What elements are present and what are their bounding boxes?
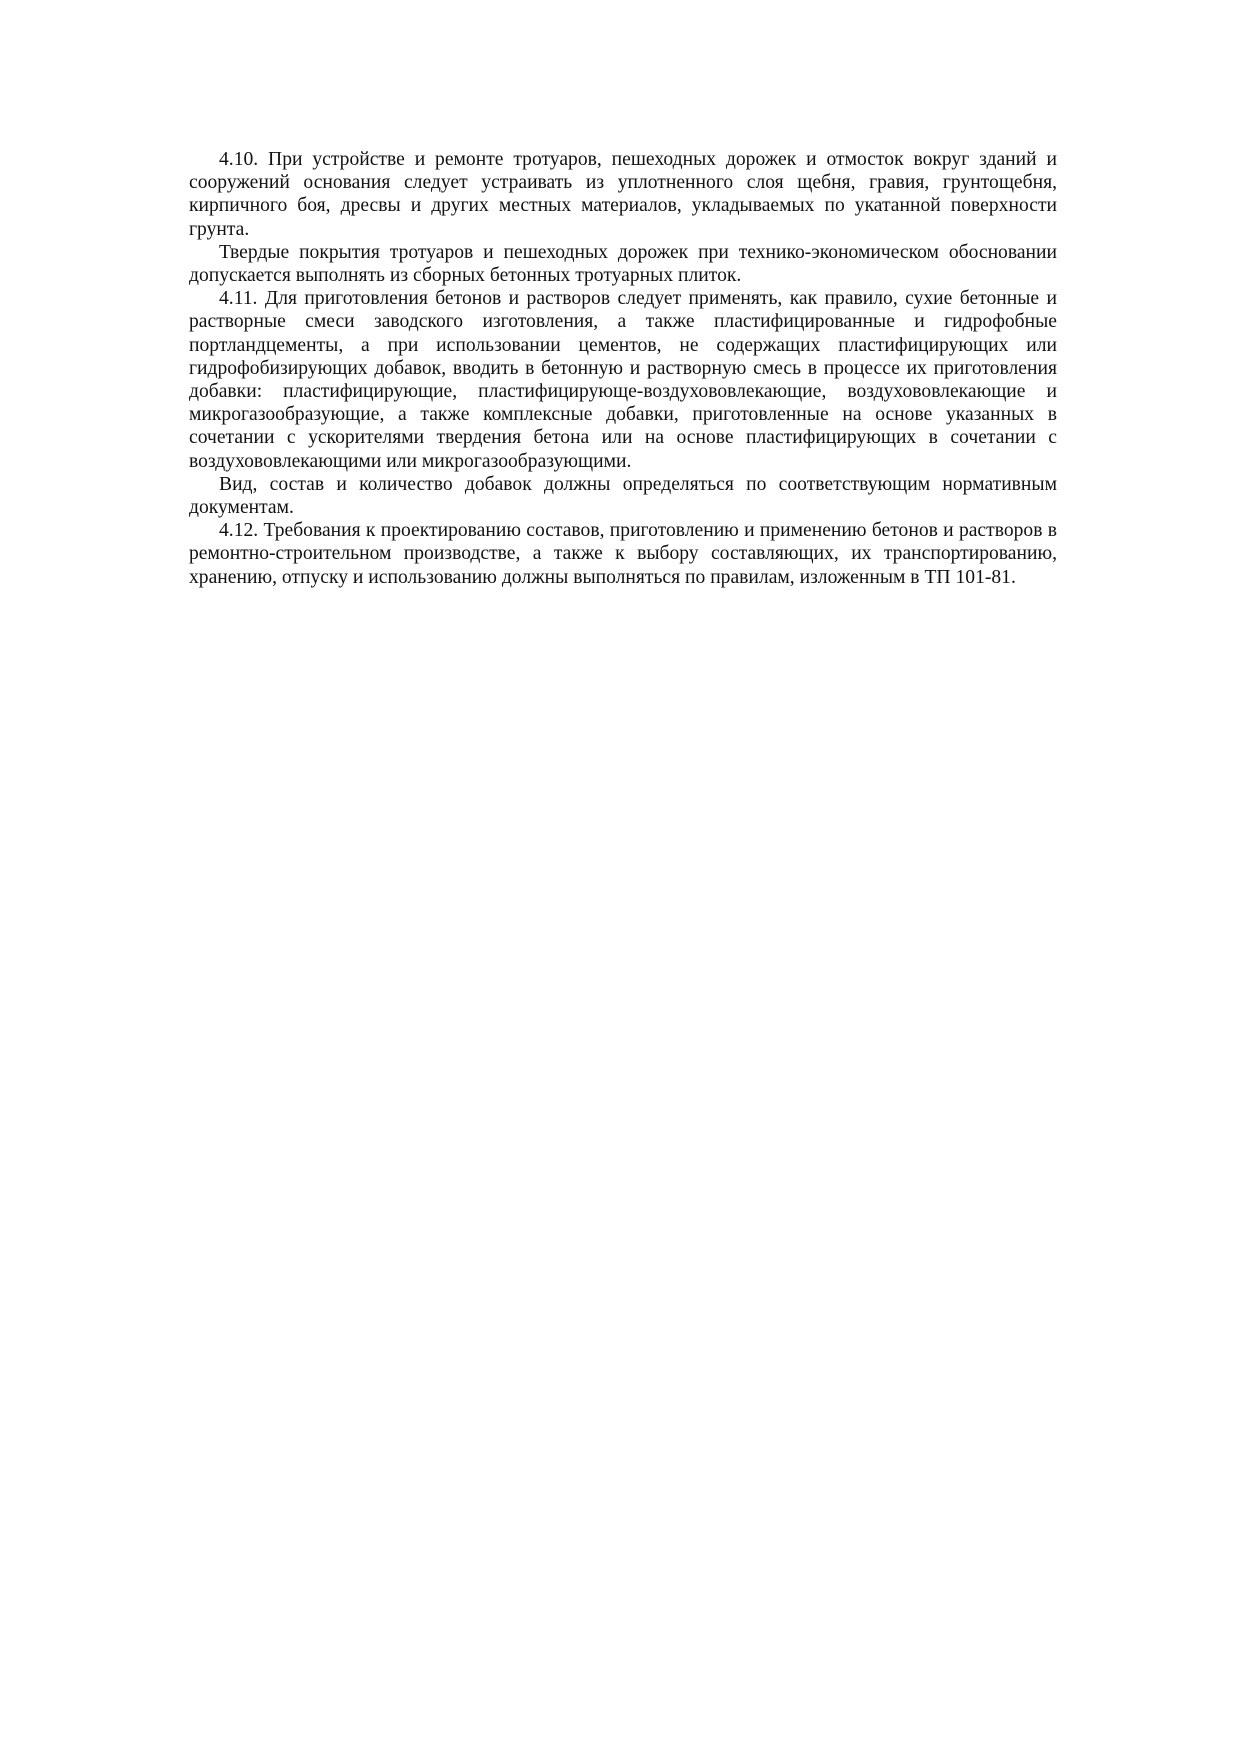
paragraph-hard-coverings: Твердые покрытия тротуаров и пешеходных дорожек при технико-экономическом обосновании допускается выполнять из сборных бетонных тротуарных плиток. <box>189 241 1057 287</box>
paragraph-4-10: 4.10. При устройстве и ремонте тротуаров, пешеходных дорожек и отмосток вокруг зданий и сооружений основания следует устраивать из уплотненного слоя щебня, гравия, грунтощебня, кирпичного боя, дресвы и других местных материалов, укладываемых по укатанной поверхности грунта. <box>189 149 1057 240</box>
document-body <box>189 148 1057 589</box>
paragraph-4-12: 4.12. Требования к проектированию составов, приготовлению и применению бетонов и растворов в ремонтно-строительном производстве, а также к выбору составляющих, их транспортированию, хранению, отпуску и использованию должны выполняться по правилам, изложенным в ТП 101-81. <box>189 520 1057 588</box>
paragraph-additives: Вид, состав и количество добавок должны определяться по соответствующим нормативным документам. <box>189 473 1057 519</box>
paragraph-4-11: 4.11. Для приготовления бетонов и растворов следует применять, как правило, сухие бетонные и растворные смеси заводского изготовления, а также пластифицированные и гидрофобные портландцементы, а при использовании цементов, не содержащих пластифицирующих или гидрофобизирующих добавок, вводить в бетонную и растворную смесь в процессе их приготовления добавки: пластифицирующие, пластифицирующе-воздухововлекающие, воздухововлекающие и микрогазообразующие, а также комплексные добавки, приготовленные на основе указанных в сочетании с ускорителями твердения бетона или на основе пластифицирующих в сочетании с воздухововлекающими или микрогазообразующими. <box>189 288 1057 472</box>
